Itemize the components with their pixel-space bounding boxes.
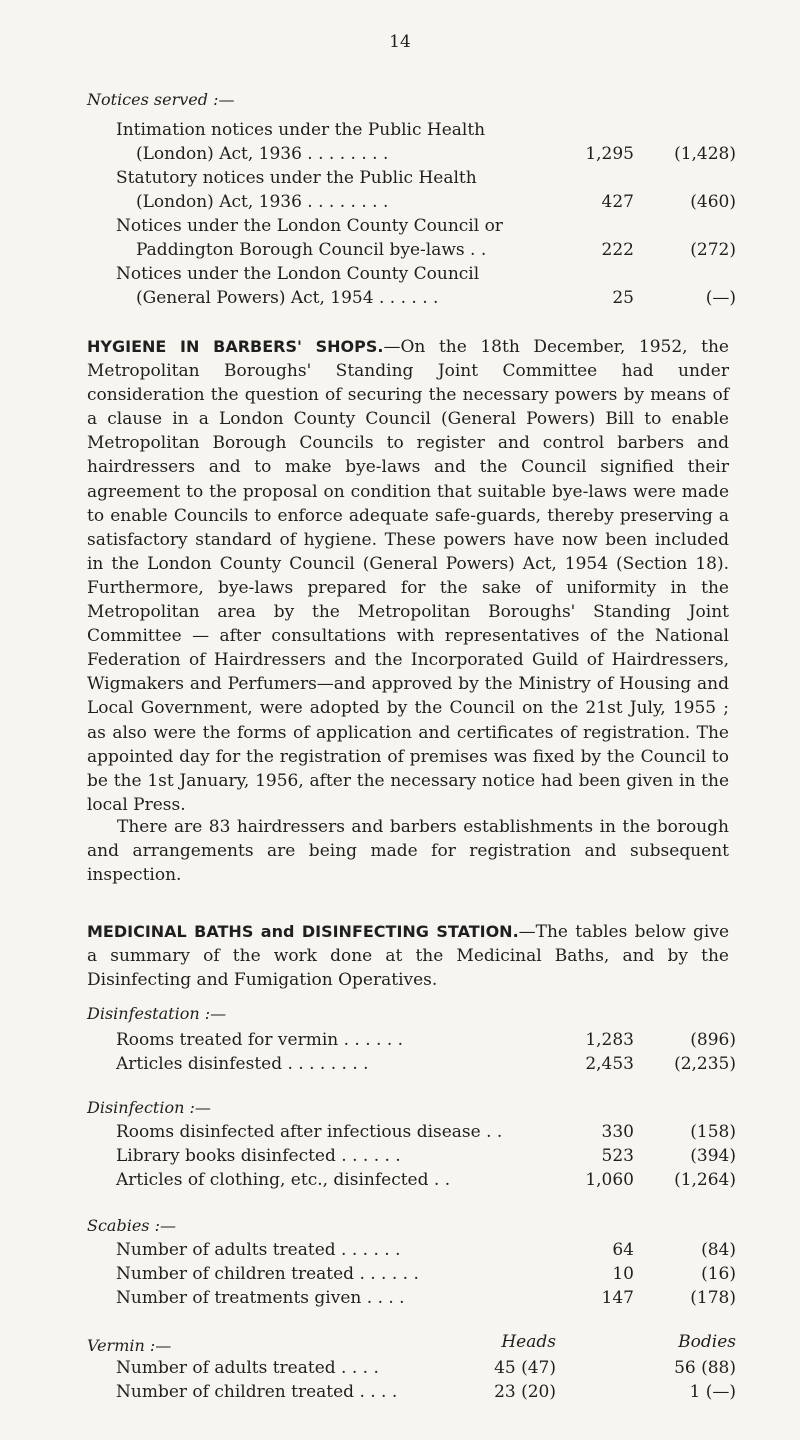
vermin-label: Vermin :—: [87, 1336, 172, 1355]
notice-row-line1: Statutory notices under the Public Health: [116, 168, 477, 188]
notice-row-line1: Notices under the London County Council or: [116, 216, 503, 236]
scabies-label: Scabies :—: [87, 1216, 176, 1235]
barbers-paragraph: HYGIENE IN BARBERS' SHOPS.—On the 18th December, 1952, the Metropolitan Boroughs' Standing Joint Committee had under consideration the question of securing the necessary powers by means of a clause in a London County Council (General Powers) Bill to enable Metropolitan Borough Councils to register and control barbers and hairdressers and to make bye-laws and the Council signified their agreement to the proposal on condition that suitable bye-laws were made to enable Councils to enforce adequate safe-guards, thereby preserving a satisfactory standard of hygiene. These powers have now been included in the London County Council (General Powers) Act, 1954 (Section 18). Furthermore, bye-laws prepared for the sake of uniformity in the Metropolitan area by the Metropolitan Boroughs' Standing Joint Committee — after consultations with representatives of the National Federation of Hairdressers and the Incorporated Guild of Hairdressers, Wigmakers and Perfumers—and approved by the Ministry of Housing and Local Government, were adopted by the Council on the 21st July, 1955 ; as also were the forms of application and certificates of registration. The appointed day for the registration of premises was fixed by the Council to be the 1st January, 1956, after the necessary notice had been given in the local Press.: [87, 337, 729, 815]
baths-paragraph: MEDICINAL BATHS and DISINFECTING STATION.—The tables below give a summary of the work done at the Medicinal Baths, and by the Disinfecting and Fumigation Operatives.: [87, 922, 729, 991]
table-row: Number of children treated . . . . . . 10 (16): [116, 1264, 736, 1284]
notice-row: Paddington Borough Council bye-laws . . 222 (272): [136, 240, 736, 260]
notice-row-line1: Intimation notices under the Public Health: [116, 120, 486, 140]
table-row: Number of children treated . . . . 23 (20) 1 (—): [116, 1382, 736, 1402]
table-row: Articles of clothing, etc., disinfected . . 1,060 (1,264): [116, 1170, 736, 1190]
table-row: Rooms treated for vermin . . . . . . 1,283 (896): [116, 1030, 736, 1050]
table-row: Rooms disinfected after infectious disease . . 330 (158): [116, 1122, 736, 1142]
heads-header: Heads: [501, 1332, 556, 1352]
notice-row-line1: Notices under the London County Council: [116, 264, 480, 284]
table-row: Number of treatments given . . . . 147 (178): [116, 1288, 736, 1308]
baths-heading: MEDICINAL BATHS and DISINFECTING STATION.: [87, 922, 519, 941]
barbers-paragraph-2: There are 83 hairdressers and barbers establishments in the borough and arrangements are being made for registration and subsequent inspection.: [87, 817, 729, 886]
disinfection-label: Disinfection :—: [87, 1098, 211, 1117]
table-row: Number of adults treated . . . . 45 (47) 56 (88): [116, 1358, 736, 1378]
table-row: Library books disinfected . . . . . . 523 (394): [116, 1146, 736, 1166]
table-row: Articles disinfested . . . . . . . . 2,453 (2,235): [116, 1054, 736, 1074]
notice-row: (London) Act, 1936 . . . . . . . . 1,295 (1,428): [136, 144, 736, 164]
notice-row: (General Powers) Act, 1954 . . . . . . 25 (—): [136, 288, 736, 308]
disinfestation-label: Disinfestation :—: [87, 1004, 227, 1023]
barbers-heading: HYGIENE IN BARBERS' SHOPS.: [87, 337, 384, 356]
table-row: Number of adults treated . . . . . . 64 (84): [116, 1240, 736, 1260]
vermin-column-headers: [116, 1330, 736, 1354]
bodies-header: Bodies: [678, 1332, 736, 1352]
page-number: 14: [389, 32, 411, 52]
notice-row: (London) Act, 1936 . . . . . . . . 427 (460): [136, 192, 736, 212]
notices-label: Notices served :—: [87, 90, 235, 109]
